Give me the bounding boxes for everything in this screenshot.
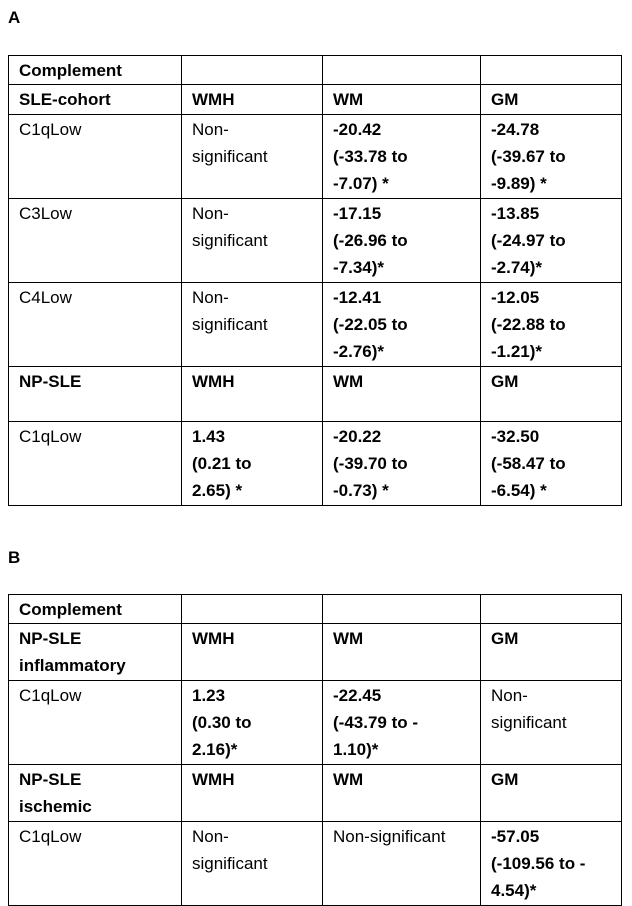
wmh-value-cell: Non- significant: [182, 283, 323, 367]
gm-header-cell: GM: [481, 367, 622, 422]
gm-value-cell: -24.78 (-39.67 to -9.89) *: [481, 115, 622, 199]
wm-value-cell: Non-significant: [323, 822, 481, 906]
subgroup-cohort-cell: NP-SLE: [9, 367, 182, 422]
table-title-cell: Complement: [9, 595, 182, 624]
empty-cell: [481, 595, 622, 624]
gm-header-cell: GM: [481, 765, 622, 822]
table-title-row: [9, 595, 622, 624]
gm-header-cell: GM: [481, 624, 622, 681]
wm-value-cell: -12.41 (-22.05 to -2.76)*: [323, 283, 481, 367]
empty-cell: [323, 56, 481, 85]
empty-cell: [481, 56, 622, 85]
wm-header-cell: WM: [323, 624, 481, 681]
wmh-header-cell: WMH: [182, 624, 323, 681]
panel-a-label: A: [8, 8, 21, 27]
table-row: [9, 422, 622, 506]
panel-b-table: [8, 594, 622, 906]
wm-value-cell: -20.42 (-33.78 to -7.07) *: [323, 115, 481, 199]
gm-value-cell: Non- significant: [481, 681, 622, 765]
table-row: [9, 283, 622, 367]
ischemic-cohort-cell: NP-SLE ischemic: [9, 765, 182, 822]
wm-value-cell: -22.45 (-43.79 to - 1.10)*: [323, 681, 481, 765]
panel-a-table: [8, 55, 622, 506]
inflammatory-header-row: [9, 624, 622, 681]
wmh-value-cell: 1.23 (0.30 to 2.16)*: [182, 681, 323, 765]
wm-header-cell: WM: [323, 367, 481, 422]
wm-value-cell: -17.15 (-26.96 to -7.34)*: [323, 199, 481, 283]
row-name-cell: C1qLow: [9, 822, 182, 906]
row-name-cell: C4Low: [9, 283, 182, 367]
wm-value-cell: -20.22 (-39.70 to -0.73) *: [323, 422, 481, 506]
table-header-row: [9, 85, 622, 115]
gm-header-cell: GM: [481, 85, 622, 115]
wmh-header-cell: WMH: [182, 765, 323, 822]
row-name-cell: C3Low: [9, 199, 182, 283]
gm-value-cell: -32.50 (-58.47 to -6.54) *: [481, 422, 622, 506]
wmh-value-cell: Non- significant: [182, 199, 323, 283]
table-row: [9, 199, 622, 283]
wmh-value-cell: Non- significant: [182, 115, 323, 199]
row-name-cell: C1qLow: [9, 681, 182, 765]
wm-header-cell: WM: [323, 765, 481, 822]
cohort-header-cell: SLE-cohort: [9, 85, 182, 115]
wmh-value-cell: 1.43 (0.21 to 2.65) *: [182, 422, 323, 506]
table-row: [9, 681, 622, 765]
empty-cell: [182, 56, 323, 85]
gm-value-cell: -12.05 (-22.88 to -1.21)*: [481, 283, 622, 367]
ischemic-header-row: [9, 765, 622, 822]
row-name-cell: C1qLow: [9, 422, 182, 506]
empty-cell: [182, 595, 323, 624]
subgroup-header-row: [9, 367, 622, 422]
table-title-cell: Complement: [9, 56, 182, 85]
row-name-cell: C1qLow: [9, 115, 182, 199]
wm-header-cell: WM: [323, 85, 481, 115]
wmh-header-cell: WMH: [182, 85, 323, 115]
inflammatory-cohort-cell: NP-SLE inflammatory: [9, 624, 182, 681]
gm-value-cell: -13.85 (-24.97 to -2.74)*: [481, 199, 622, 283]
panel-b-label: B: [8, 548, 21, 567]
wmh-value-cell: Non- significant: [182, 822, 323, 906]
empty-cell: [323, 595, 481, 624]
wmh-header-cell: WMH: [182, 367, 323, 422]
table-row: [9, 115, 622, 199]
table-row: [9, 822, 622, 906]
gm-value-cell: -57.05 (-109.56 to - 4.54)*: [481, 822, 622, 906]
table-title-row: [9, 56, 622, 85]
